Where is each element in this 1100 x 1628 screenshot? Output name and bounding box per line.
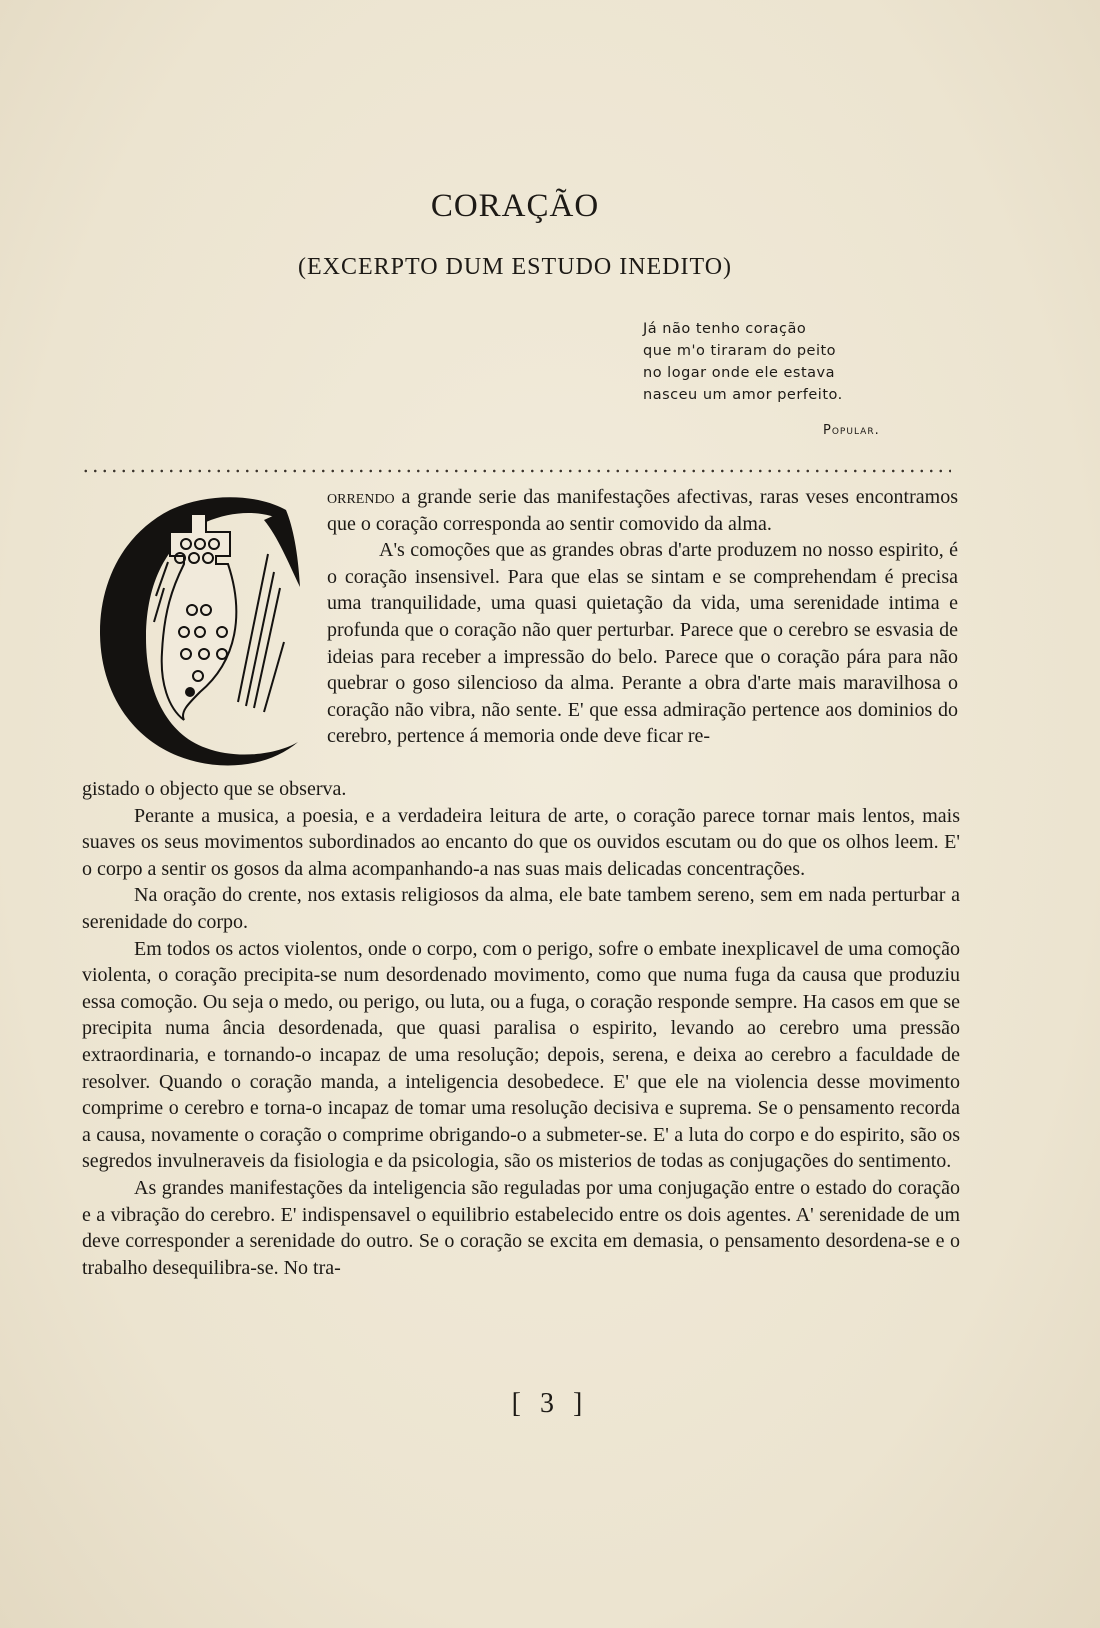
paragraph-text: a grande serie das manifestações afectivas, raras veses encontramos que o coração corresponda ao sentir comovido da alma. <box>327 486 958 535</box>
dropcap-heart-ornament-icon <box>88 492 324 774</box>
epigraph <box>643 318 923 406</box>
epigraph-line: no logar onde ele estava <box>643 365 836 381</box>
epigraph-line: nasceu um amor perfeito. <box>643 387 843 403</box>
paragraph <box>327 484 958 537</box>
lead-word: orrendo <box>327 486 395 508</box>
paragraph: Perante a musica, a poesia, e a verdadeira leitura de arte, o coração parece tornar mais lentos, mais suaves os seus movimentos subordinados ao encanto do que os ouvidos escutam ou do que os olhos leem. E' o corpo a sentir os gosos da alma acompanhando-a nas suas mais delicadas concentrações. <box>82 804 960 880</box>
epigraph-line: que m'o tiraram do peito <box>643 343 837 359</box>
paragraph: A's comoções que as grandes obras d'arte produzem no nosso espirito, é o coração insensivel. Para que elas se sintam e se comprehendam é precisa uma tranquilidade, uma quasi quietação da vida, uma serenidade intima e profunda que o coração não quer perturbar. Parece que o cerebro se esvasia de ideias para receber a impressão do belo. Parece que o coração pára para não quebrar o goso silencioso da alma. Perante a obra d'arte mais maravilhosa o coração não vibra, não sente. E' que essa admiração pertence aos dominios do cerebro, pertence á memoria onde deve ficar re- <box>327 539 958 748</box>
paragraph: gistado o objecto que se observa. <box>82 778 347 800</box>
article-subtitle: (EXCERPTO DUM ESTUDO INEDITO) <box>297 254 733 280</box>
paragraph: Na oração do crente, nos extasis religiosos da alma, ele bate tambem sereno, sem em nada perturbar a serenidade do corpo. <box>82 884 960 933</box>
dotted-divider <box>81 468 951 474</box>
article-title: CORAÇÃO <box>430 188 600 224</box>
dropcap-letter <box>88 492 324 774</box>
epigraph-line: Já não tenho coração <box>643 321 807 337</box>
lead-paragraphs <box>327 484 958 750</box>
epigraph-attribution: Popular. <box>823 423 880 438</box>
main-paragraphs <box>82 776 960 1281</box>
paragraph: Em todos os actos violentos, onde o corpo, com o perigo, sofre o embate inexplicavel de uma comoção violenta, o coração precipita-se num desordenado movimento, como que numa fuga da causa que produziu essa comoção. Ou seja o medo, ou perigo, ou luta, ou a fuga, o coração responde sempre. Ha casos em que se precipita numa ância desordenada, que quasi paralisa o espirito, levando ao cerebro uma pressão extraordinaria, e tornando-o incapaz de uma resolução; depois, serena, e deixa ao cerebro a faculdade de resolver. Quando o coração manda, a inteligencia desobedece. E' que ele na violencia desse movimento comprime o cerebro e torna-o incapaz de tomar uma resolução decisiva e suprema. Se o pensamento recorda a causa, novamente o coração o comprime obrigando-o a submeter-se. E' a luta do corpo e do espirito, são os segredos invulneraveis da fisiologia e da psicologia, são os misterios de todas as conjugações do sentimento. <box>82 937 960 1173</box>
page-number: [ 3 ] <box>511 1388 589 1419</box>
paragraph: As grandes manifestações da inteligencia são reguladas por uma conjugação entre o estado do coração e a vibração do cerebro. E' indispensavel o equilibrio estabelecido entre os dois agentes. A' serenidade de um deve corresponder a serenidade do outro. Se o coração se excita em demasia, o pensamento desordena-se e o trabalho desequilibra-se. No tra- <box>82 1176 960 1279</box>
